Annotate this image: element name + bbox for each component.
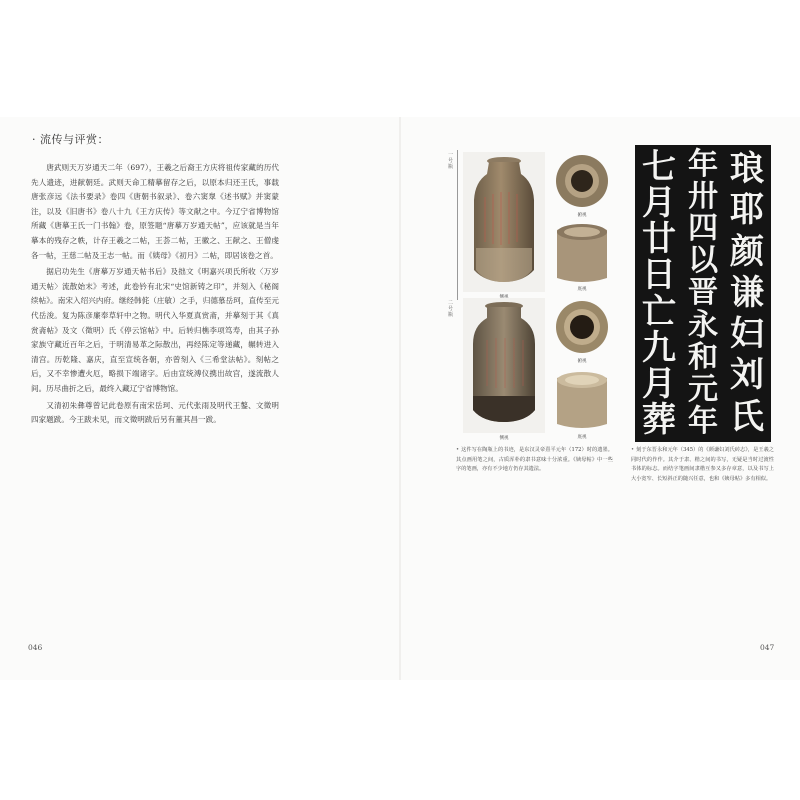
- jar2-top-caption: 俯视: [577, 359, 587, 364]
- book-gutter: [399, 117, 401, 680]
- jar-caption-text: 这件写在陶瓶上的书迹，是东汉灵帝熹平元年（172）时的遗墨。其点画用笔之间，古质浑朴的隶书意味十分浓重。《姨母帖》中一些字的笔画，亦有不少地方仍存其遗法。: [456, 447, 613, 472]
- rubbing-character: 日: [642, 255, 676, 296]
- rubbing-caption: [631, 446, 774, 484]
- rubbing-character: 九: [642, 327, 676, 368]
- bullet-icon: •: [631, 447, 635, 453]
- jar1-bottom-caption: 底视: [577, 287, 587, 292]
- rubbing-character: 永: [687, 307, 719, 343]
- rubbing-character: 亡: [642, 291, 676, 332]
- rubbing-character: 四: [687, 211, 719, 247]
- jar2-bottom-photo: [553, 368, 611, 432]
- rubbing-column-2: [681, 149, 725, 438]
- section-heading: · 流传与评赏：: [32, 133, 109, 146]
- rubbing-character: 廿: [642, 219, 676, 260]
- rubbing-character: 氏: [730, 396, 764, 437]
- jar1-side-photo: [463, 152, 545, 292]
- rubbing-character: 卅: [687, 179, 719, 215]
- page-number-left: 046: [28, 643, 43, 652]
- jar1-bottom-photo: [553, 220, 611, 285]
- rubbing-character: 谦: [730, 272, 764, 313]
- rubbing-column-1: [725, 149, 769, 438]
- body-text: [31, 161, 279, 430]
- rubbing-character: 元: [687, 371, 719, 407]
- rubbing-character: 年: [687, 403, 719, 439]
- page-number-right: 047: [760, 643, 775, 652]
- paragraph: 唐武则天万岁通天二年（697），王羲之后裔王方庆将祖传家藏的历代先人遗迹，进献朝廷。武则天命工精摹留存之后，以原本归还王氏，事载唐张彦远《法书要录》卷四《唐朝书叙录》、卷六窦臮《述书赋》并窦蒙注，以及《旧唐书》卷八十九《王方庆传》等文献之中。今辽宁省博物馆所藏《唐摹王氏一门书翰》卷，原签题“唐摹万岁通天帖”，应该就是当年摹本的残存之帙，计存王羲之二帖，王荟二帖，王徽之、王献之、王僧虔各一帖，王慈二帖及王志一帖。而《姨母》《初月》二帖，即居该卷之首。: [31, 163, 279, 260]
- rubbing-column-3: [637, 149, 681, 438]
- rubbing-character: 年: [687, 147, 719, 182]
- brick-inscription-rubbing: [635, 145, 771, 442]
- jar1-top-photo: [553, 152, 611, 210]
- rubbing-character: 月: [642, 363, 676, 404]
- jar-caption: [456, 446, 613, 475]
- rubbing-caption-text: 刻于东晋永和元年（345）的《颜谦妇刘氏砖志》，是王羲之同时代的作作。其介于隶、楷之间的书写，无疑是当时过渡性书体的标志。而结字笔画间隶楷互参又多存章意，以及书写上大小宽窄、长短斜正的随兴任意，也和《姨母帖》多有相似。: [631, 447, 774, 482]
- rubbing-character: 七: [642, 147, 676, 187]
- jar2-side-caption: 侧视: [499, 436, 509, 441]
- rubbing-character: 琅: [730, 149, 764, 189]
- figure-1-rule: [457, 150, 458, 300]
- paragraph: 又清初朱彝尊曾记此卷原有南宋岳珂、元代张雨及明代王鏊、文徵明四家题跋。今王跋未见，而文徵明跋后另有董其昌一跋。: [31, 400, 279, 425]
- jar1-top-caption: 俯视: [577, 213, 587, 218]
- figure-2-label: 二号瓶: [448, 300, 454, 318]
- rubbing-character: 耶: [730, 190, 764, 231]
- rubbing-character: 葬: [642, 399, 676, 440]
- rubbing-character: 以: [687, 243, 719, 279]
- rubbing-character: 颜: [730, 231, 764, 272]
- bullet-icon: •: [456, 447, 460, 453]
- jar2-top-photo: [553, 298, 611, 356]
- paragraph: 据启功先生《唐摹万岁通天帖书后》及拙文《明嘉兴项氏所收〈万岁通天帖〉流散始末》考述，此卷钤有北宋“史馆新铸之印”，并刻入《秘阁续帖》。南宋入绍兴内府。继经韩侂（庄敏）之手，归德慕岳珂，直传至元代岳浚。复为陈彦廉奉草轩中之物。明代入华夏真赏斋，并摹刻于其《真赏斋帖》及文（徵明）氏《停云馆帖》中。后转归樵李项笃寿，由其子孙家族守藏近百年之后，于明清易革之际散出，再经陈定等递藏，辗转进入清宫。历乾隆、嘉庆，直至宣统各朝，亦曾刻入《三希堂法帖》。刻帖之后，又不幸惨遭火厄，略损下端诸字。后由宣统溥仪携出故宫，遂流散人间。历尽曲折之后，最终入藏辽宁省博物馆。: [31, 267, 279, 393]
- jar2-side-photo: [463, 298, 545, 441]
- rubbing-character: 月: [642, 183, 676, 224]
- rubbing-character: 刘: [730, 355, 764, 396]
- rubbing-character: 妇: [730, 314, 764, 355]
- figure-1-label: 一号瓶: [448, 152, 454, 170]
- rubbing-character: 和: [687, 339, 719, 375]
- rubbing-character: 晋: [687, 275, 719, 311]
- jar2-bottom-caption: 底视: [577, 435, 587, 440]
